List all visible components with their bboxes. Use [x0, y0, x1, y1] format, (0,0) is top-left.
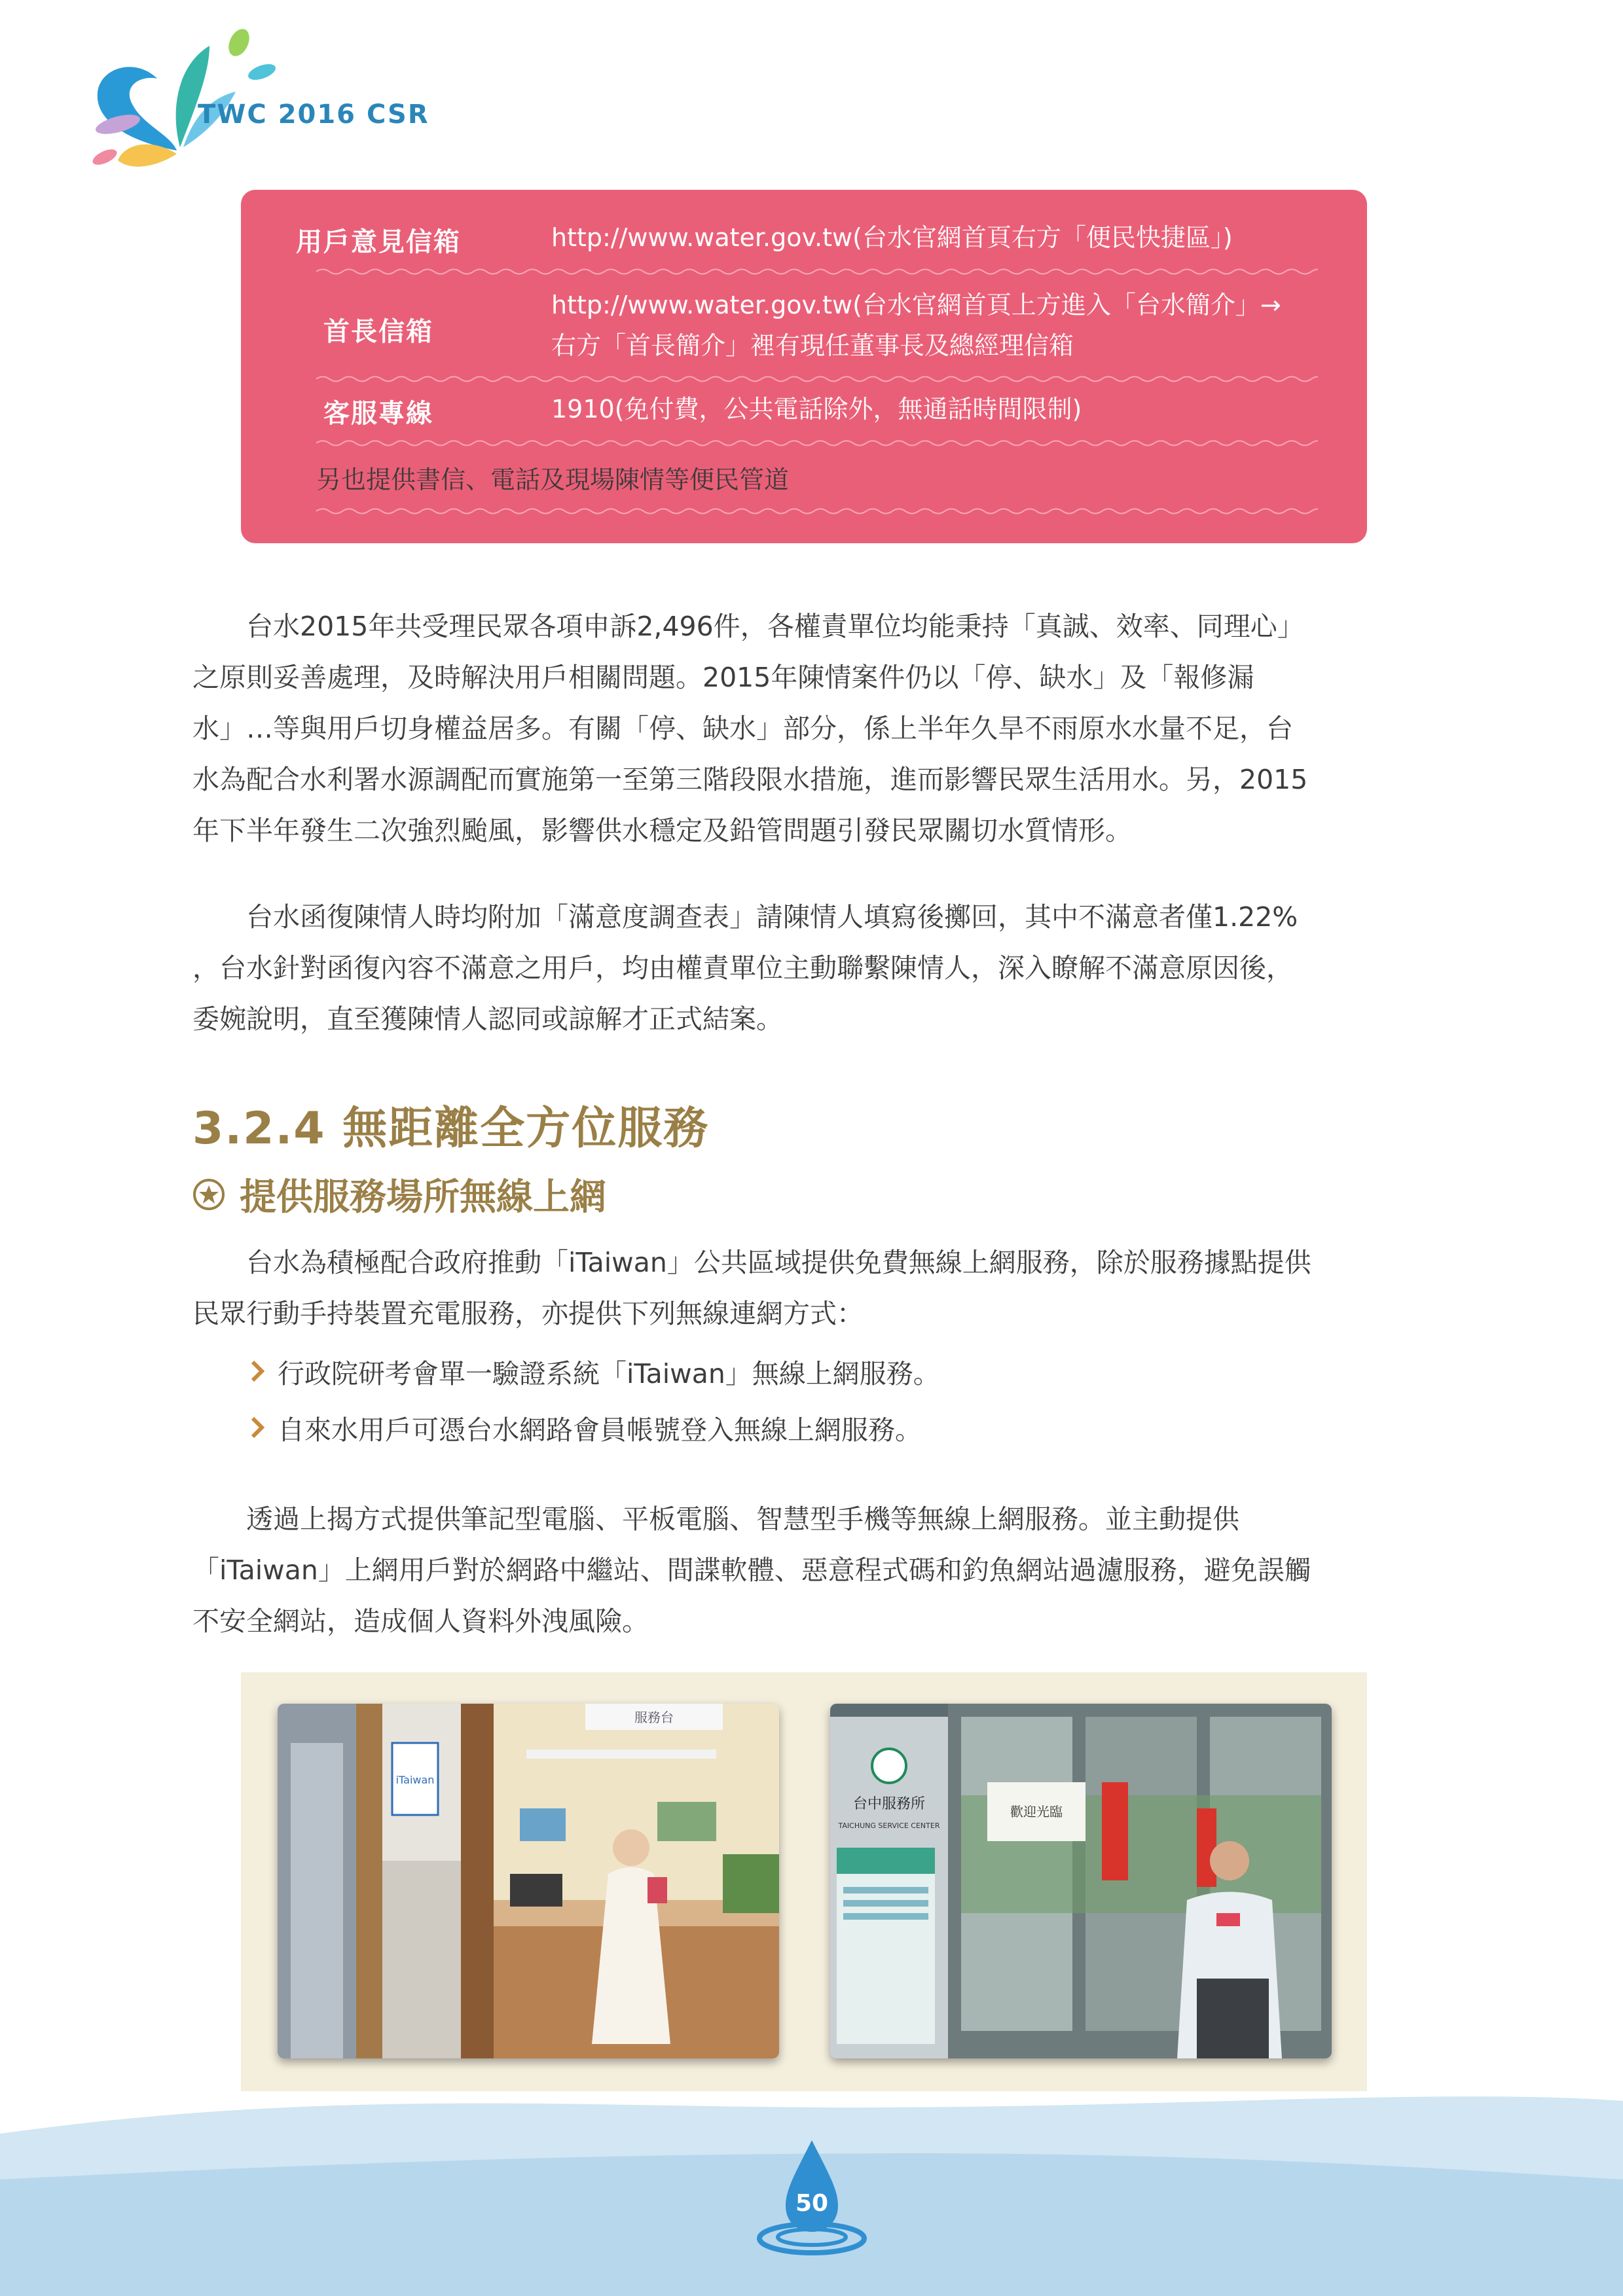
contact-value [551, 285, 1337, 366]
star-icon [192, 1178, 225, 1211]
subsection-title: 提供服務場所無線上網 [240, 1176, 606, 1219]
contact-row-hotline [241, 387, 1367, 433]
paragraph-line: 水為配合水利署水源調配而實施第一至第三階段限水措施，進而影響民眾生活用水。另，2015 [192, 764, 1308, 795]
wave-divider [316, 507, 1318, 516]
photo-service-center-entrance-image [830, 1704, 1332, 2058]
contact-value-line[interactable]: http://www.water.gov.tw(台水官網首頁右方「便民快捷區」) [551, 223, 1233, 252]
bullet-text: 行政院研考會單一驗證系統「iTaiwan」無線上網服務。 [278, 1357, 940, 1390]
paragraph-satisfaction [192, 891, 1418, 1045]
welcome-sign-text: 歡迎光臨 [1010, 1804, 1063, 1820]
paragraph-line: 台水函復陳情人時均附加「滿意度調查表」請陳情人填寫後擲回，其中不滿意者僅1.22% [192, 901, 1298, 933]
paragraph-line: 不安全網站，造成個人資料外洩風險。 [192, 1605, 649, 1637]
paragraph-line: ，台水針對函復內容不滿意之用戶，均由權責單位主動聯繫陳情人，深入瞭解不滿意原因後， [192, 952, 1293, 984]
paragraph-itaiwan-intro [192, 1237, 1418, 1339]
itaiwan-sign-text: iTaiwan [395, 1774, 435, 1786]
contact-row-executive [241, 285, 1367, 370]
photo-service-counter-image [278, 1704, 779, 2058]
service-desk-sign-text: 服務台 [634, 1710, 674, 1725]
photo-service-counter [278, 1704, 779, 2058]
contact-note: 另也提供書信、電話及現場陳情等便民管道 [316, 465, 790, 494]
subsection-heading [192, 1172, 606, 1217]
bullet-item [247, 1348, 940, 1394]
paragraph-line: 台水2015年共受理民眾各項申訴2,496件，各權責單位均能秉持「真誠、效率、同理心」 [192, 611, 1304, 642]
contact-row-feedback [241, 216, 1367, 262]
paragraph-complaints [192, 601, 1418, 856]
paragraph-line: 委婉說明，直至獲陳情人認同或諒解才正式結案。 [192, 1003, 783, 1035]
paragraph-line: 台水為積極配合政府推動「iTaiwan」公共區域提供免費無線上網服務，除於服務據點提供 [192, 1247, 1311, 1278]
wave-divider [316, 267, 1318, 276]
service-center-name: 台中服務所 [852, 1796, 926, 1812]
bullet-text: 自來水用戶可憑台水網路會員帳號登入無線上網服務。 [278, 1414, 922, 1446]
contact-value [551, 217, 1337, 258]
paragraph-line: 之原則妥善處理，及時解決用戶相關問題。2015年陳情案件仍以「停、缺水」及「報修漏 [192, 662, 1254, 693]
photo-service-center-entrance [830, 1704, 1332, 2058]
contact-label: 用戶意見信箱 [296, 227, 461, 257]
paragraph-line: 年下半年發生二次強烈颱風，影響供水穩定及鉛管問題引發民眾關切水質情形。 [192, 815, 1132, 846]
section-title: 3.2.4 無距離全方位服務 [192, 1103, 710, 1155]
contact-value-line[interactable]: http://www.water.gov.tw(台水官網首頁上方進入「台水簡介」→ [551, 291, 1281, 319]
bullet-item [247, 1405, 922, 1450]
report-title: TWC 2016 CSR [198, 99, 429, 130]
chevron-right-icon [247, 1414, 267, 1441]
paragraph-security [192, 1494, 1418, 1647]
contact-value-line: 右方「首長簡介」裡有現任董事長及總經理信箱 [551, 331, 1074, 360]
service-center-name-en: TAICHUNG SERVICE CENTER [838, 1821, 940, 1830]
paragraph-line: 民眾行動手持裝置充電服務，亦提供下列無線連網方式： [192, 1298, 864, 1329]
paragraph-line: 「iTaiwan」上網用戶對於網路中繼站、間諜軟體、惡意程式碼和釣魚網站過濾服務，避免誤觸 [192, 1554, 1311, 1586]
paragraph-line: 透過上揭方式提供筆記型電腦、平板電腦、智慧型手機等無線上網服務。並主動提供 [192, 1503, 1239, 1535]
contact-value-line: 1910(免付費，公共電話除外，無通話時間限制) [551, 395, 1082, 423]
wave-divider [316, 439, 1318, 448]
contact-label: 客服專線 [323, 399, 433, 429]
contact-channels-box [241, 190, 1367, 543]
wave-divider [316, 374, 1318, 384]
photo-panel [241, 1672, 1367, 2091]
page-number: 50 [795, 2190, 829, 2217]
contact-value [551, 389, 1337, 429]
contact-label: 首長信箱 [323, 317, 433, 347]
chevron-right-icon [247, 1358, 267, 1384]
paragraph-line: 水」…等與用戶切身權益居多。有關「停、缺水」部分，係上半年久旱不雨原水水量不足，台 [192, 713, 1293, 744]
